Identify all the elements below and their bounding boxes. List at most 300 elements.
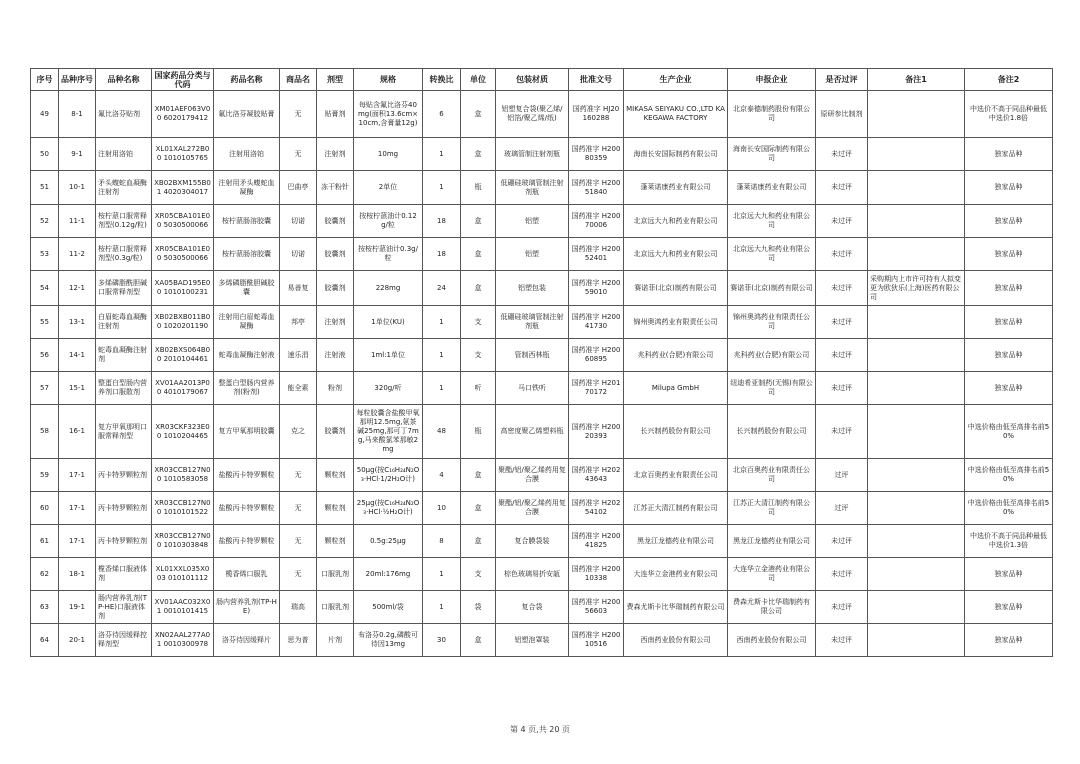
- table-cell: 15-1: [59, 372, 96, 405]
- table-cell: 未过评: [816, 624, 868, 657]
- table-cell: 多烯磷脂酰胆碱胶囊: [214, 271, 280, 306]
- table-cell: 未过评: [816, 138, 868, 171]
- table-cell: 过评: [816, 492, 868, 525]
- table-cell: 颗粒剂: [317, 525, 354, 558]
- table-cell: 国药准字 H20041730: [569, 306, 624, 339]
- table-cell: 盒: [461, 91, 496, 138]
- table-cell: [868, 591, 965, 624]
- table-cell: 1: [423, 138, 461, 171]
- table-cell: 丙卡特罗颗粒剂: [96, 525, 152, 558]
- table-cell: 冻干粉针: [317, 171, 354, 205]
- table-cell: 注射用矛头蝮蛇血凝酶: [214, 171, 280, 205]
- table-cell: 切诺: [280, 238, 317, 271]
- table-cell: 按桉柠蒎油计0.3g/粒: [354, 238, 423, 271]
- table-row: [31, 339, 1053, 372]
- table-cell: 胶囊剂: [317, 205, 354, 238]
- table-cell: 中选价格由低至高排名前50%: [965, 459, 1053, 492]
- table-cell: 1单位(KU): [354, 306, 423, 339]
- table-cell: 63: [31, 591, 59, 624]
- table-cell: 盐酸丙卡特罗颗粒: [214, 525, 280, 558]
- table-cell: 北京泰德制药股份有限公司: [728, 91, 816, 138]
- table-cell: 克之: [280, 405, 317, 459]
- table-cell: 聚酯/铝/聚乙烯药用复合膜: [496, 492, 569, 525]
- table-cell: 支: [461, 339, 496, 372]
- table-cell: 费森尤斯卡比华瑞制药有限公司: [624, 591, 728, 624]
- table-cell: 无: [280, 492, 317, 525]
- table-cell: 桉柠蒎肠溶胶囊: [214, 238, 280, 271]
- table-cell: 59: [31, 459, 59, 492]
- table-cell: [868, 624, 965, 657]
- table-cell: XN02AAL277A01 0010300978: [152, 624, 214, 657]
- table-cell: 24: [423, 271, 461, 306]
- column-header: 国家药品分类与代码: [152, 69, 214, 91]
- table-cell: 玻璃管制注射剂瓶: [496, 138, 569, 171]
- table-cell: 未过评: [816, 238, 868, 271]
- table-cell: 铝塑包装: [496, 271, 569, 306]
- table-cell: 布洛芬0.2g,磷酸可待因13mg: [354, 624, 423, 657]
- table-cell: 丙卡特罗颗粒剂: [96, 492, 152, 525]
- table-cell: 11-2: [59, 238, 96, 271]
- table-cell: 500ml/袋: [354, 591, 423, 624]
- table-cell: 海南长安国际制药有限公司: [728, 138, 816, 171]
- table-cell: 兆科药业(合肥)有限公司: [624, 339, 728, 372]
- table-cell: 铝塑: [496, 238, 569, 271]
- table-cell: 整蛋白型肠内营养剂口服散剂: [96, 372, 152, 405]
- table-cell: 国药准字 H20041825: [569, 525, 624, 558]
- table-row: [31, 492, 1053, 525]
- table-cell: 未过评: [816, 306, 868, 339]
- table-cell: 整蛋白型肠内营养剂(粉剂): [214, 372, 280, 405]
- table-cell: 黑龙江龙德药业有限公司: [624, 525, 728, 558]
- table-cell: 思为普: [280, 624, 317, 657]
- table-cell: 赛诺菲(北京)制药有限公司: [624, 271, 728, 306]
- table-cell: 按桉柠蒎油计0.12g/粒: [354, 205, 423, 238]
- table-cell: 25μg(按C₁₆H₂₄N₂O₃·HCl·½H₂O计): [354, 492, 423, 525]
- table-row: [31, 138, 1053, 171]
- table-cell: 肠内营养乳剂(TP-HE): [214, 591, 280, 624]
- table-cell: XR05CBA101E00 5030500066: [152, 238, 214, 271]
- column-header: 是否过评: [816, 69, 868, 91]
- table-cell: 费森尤斯卡比华瑞制药有限公司: [728, 591, 816, 624]
- table-cell: 复合膜袋装: [496, 525, 569, 558]
- table-cell: 10mg: [354, 138, 423, 171]
- table-cell: 盒: [461, 459, 496, 492]
- column-header: 规格: [354, 69, 423, 91]
- table-cell: 独家品种: [965, 306, 1053, 339]
- table-cell: MIKASA SEIYAKU CO.,LTD KAKEGAWA FACTORY: [624, 91, 728, 138]
- table-cell: 管制西林瓶: [496, 339, 569, 372]
- table-cell: Milupa GmbH: [624, 372, 728, 405]
- table-cell: 53: [31, 238, 59, 271]
- table-cell: 西南药业股份有限公司: [728, 624, 816, 657]
- table-cell: 228mg: [354, 271, 423, 306]
- table-cell: 中选价不高于同品种最低中选价1.3倍: [965, 525, 1053, 558]
- table-cell: 锦州奥鸿药业有限责任公司: [728, 306, 816, 339]
- table-cell: 1: [423, 171, 461, 205]
- table-cell: 未过评: [816, 339, 868, 372]
- table-cell: 17-1: [59, 492, 96, 525]
- table-cell: 11-1: [59, 205, 96, 238]
- table-cell: [868, 339, 965, 372]
- table-cell: 复方甲氧那明胶囊: [214, 405, 280, 459]
- table-cell: 原研参比制剂: [816, 91, 868, 138]
- table-cell: 8-1: [59, 91, 96, 138]
- table-cell: 18-1: [59, 558, 96, 591]
- table-cell: 洛芬待因缓释控释剂型: [96, 624, 152, 657]
- table-cell: 丙卡特罗颗粒剂: [96, 459, 152, 492]
- table-cell: 每贴含氟比洛芬40mg(面积13.6cm×10cm,含膏量12g): [354, 91, 423, 138]
- table-cell: 低硼硅玻璃管制注射剂瓶: [496, 171, 569, 205]
- table-cell: 盐酸丙卡特罗颗粒: [214, 492, 280, 525]
- table-cell: 洛芬待因缓释片: [214, 624, 280, 657]
- table-cell: 50: [31, 138, 59, 171]
- table-row: [31, 624, 1053, 657]
- table-cell: XR03CKF323E00 1010204465: [152, 405, 214, 459]
- table-cell: 盒: [461, 271, 496, 306]
- table-cell: 盒: [461, 525, 496, 558]
- table-cell: 盒: [461, 138, 496, 171]
- table-cell: 注射液: [317, 339, 354, 372]
- table-cell: 瓶: [461, 171, 496, 205]
- table-cell: 1: [423, 372, 461, 405]
- column-header: 包装材质: [496, 69, 569, 91]
- table-cell: 独家品种: [965, 624, 1053, 657]
- table-cell: 中选价格由低至高排名前50%: [965, 405, 1053, 459]
- table-cell: 纽迪希亚制药(无锡)有限公司: [728, 372, 816, 405]
- column-header: 商品名: [280, 69, 317, 91]
- table-cell: 聚酯/铝/聚乙烯药用复合膜: [496, 459, 569, 492]
- table-cell: 蓬莱诺康药业有限公司: [728, 171, 816, 205]
- table-cell: XR03CCB127N00 1010303848: [152, 525, 214, 558]
- table-cell: 1: [423, 339, 461, 372]
- table-cell: 0.5g:25μg: [354, 525, 423, 558]
- table-cell: 55: [31, 306, 59, 339]
- table-row: [31, 525, 1053, 558]
- table-cell: 独家品种: [965, 138, 1053, 171]
- table-cell: 氟比洛芬贴剂: [96, 91, 152, 138]
- table-cell: 听: [461, 372, 496, 405]
- table-cell: 邦亭: [280, 306, 317, 339]
- table-cell: 独家品种: [965, 171, 1053, 205]
- table-cell: [868, 306, 965, 339]
- table-cell: 国药准字 H20056603: [569, 591, 624, 624]
- table-row: [31, 459, 1053, 492]
- table-cell: [868, 372, 965, 405]
- table-cell: 无: [280, 525, 317, 558]
- table-cell: 51: [31, 171, 59, 205]
- table-cell: 盒: [461, 624, 496, 657]
- table-cell: 颗粒剂: [317, 459, 354, 492]
- table-cell: 独家品种: [965, 271, 1053, 306]
- table-cell: 大连华立金港药业有限公司: [624, 558, 728, 591]
- table-cell: [868, 459, 965, 492]
- table-cell: XR05CBA101E00 5030500066: [152, 205, 214, 238]
- table-row: [31, 558, 1053, 591]
- table-cell: XB02BXM155B01 4020304017: [152, 171, 214, 205]
- table-cell: 蓬莱诺康药业有限公司: [624, 171, 728, 205]
- table-cell: 独家品种: [965, 205, 1053, 238]
- table-cell: 17-1: [59, 525, 96, 558]
- table-cell: 2单位: [354, 171, 423, 205]
- table-cell: 14-1: [59, 339, 96, 372]
- column-header: 生产企业: [624, 69, 728, 91]
- table-cell: 大连华立金港药业有限公司: [728, 558, 816, 591]
- table-cell: 独家品种: [965, 339, 1053, 372]
- table-cell: 马口铁听: [496, 372, 569, 405]
- table-cell: 胶囊剂: [317, 238, 354, 271]
- table-cell: 16-1: [59, 405, 96, 459]
- table-cell: 60: [31, 492, 59, 525]
- table-cell: 10-1: [59, 171, 96, 205]
- table-cell: 54: [31, 271, 59, 306]
- table-cell: 未过评: [816, 205, 868, 238]
- table-cell: 北京远大九和药业有限公司: [624, 238, 728, 271]
- column-header: 备注2: [965, 69, 1053, 91]
- table-cell: 国药准字 H20059010: [569, 271, 624, 306]
- table-cell: 12-1: [59, 271, 96, 306]
- table-cell: 江苏正大清江制药有限公司: [728, 492, 816, 525]
- table-cell: 贴膏剂: [317, 91, 354, 138]
- table-cell: 未过评: [816, 372, 868, 405]
- table-cell: [868, 525, 965, 558]
- table-row: [31, 91, 1053, 138]
- table-cell: 复方甲氧那明口服常释剂型: [96, 405, 152, 459]
- table-cell: 50μg(按C₁₆H₂₄N₂O₃·HCl·1/2H₂O计): [354, 459, 423, 492]
- table-cell: 高密度聚乙烯塑料瓶: [496, 405, 569, 459]
- table-cell: 20ml:176mg: [354, 558, 423, 591]
- table-cell: 国药准字 H20070006: [569, 205, 624, 238]
- table-cell: 56: [31, 339, 59, 372]
- page-footer: 第 4 页,共 20 页: [510, 725, 570, 734]
- table-cell: 桉柠蒎口服常释剂型(0.12g/粒): [96, 205, 152, 238]
- table-cell: XB02BXB011B00 1020201190: [152, 306, 214, 339]
- table-cell: 盒: [461, 238, 496, 271]
- table-cell: 赛诺菲(北京)制药有限公司: [728, 271, 816, 306]
- table-row: [31, 372, 1053, 405]
- table-cell: 北京远大九和药业有限公司: [728, 205, 816, 238]
- table-cell: 国药准字 H20254102: [569, 492, 624, 525]
- table-cell: 19-1: [59, 591, 96, 624]
- table-cell: 桉柠蒎口服常释剂型(0.3g/粒): [96, 238, 152, 271]
- table-cell: 注射剂: [317, 138, 354, 171]
- table-cell: 蛇毒血凝酶注射剂: [96, 339, 152, 372]
- column-header: 品种名称: [96, 69, 152, 91]
- table-row: [31, 205, 1053, 238]
- table-cell: 未过评: [816, 271, 868, 306]
- table-cell: 蛇毒血凝酶注射液: [214, 339, 280, 372]
- table-cell: 北京百奥药业有限责任公司: [624, 459, 728, 492]
- table-cell: XB02BXS064B00 2010104461: [152, 339, 214, 372]
- table-row: [31, 591, 1053, 624]
- table-cell: XL01XXL035X003 010101112: [152, 558, 214, 591]
- table-cell: 独家品种: [965, 372, 1053, 405]
- table-row: [31, 405, 1053, 459]
- table-cell: XR03CCB127N00 1010583058: [152, 459, 214, 492]
- table-cell: 未过评: [816, 525, 868, 558]
- column-header: 申报企业: [728, 69, 816, 91]
- column-header: 备注1: [868, 69, 965, 91]
- table-cell: 瓶: [461, 405, 496, 459]
- table-cell: 矛头蝮蛇血凝酶注射剂: [96, 171, 152, 205]
- table-cell: 切诺: [280, 205, 317, 238]
- table-cell: 锦州奥鸿药业有限责任公司: [624, 306, 728, 339]
- table-cell: 国药准字 H20052401: [569, 238, 624, 271]
- table-cell: 注射用洛铂: [214, 138, 280, 171]
- table-cell: 320g/听: [354, 372, 423, 405]
- table-cell: [868, 405, 965, 459]
- table-row: [31, 171, 1053, 205]
- table-cell: [868, 138, 965, 171]
- table-cell: 盐酸丙卡特罗颗粒: [214, 459, 280, 492]
- table-cell: 未过评: [816, 591, 868, 624]
- table-cell: 52: [31, 205, 59, 238]
- table-cell: 粉剂: [317, 372, 354, 405]
- table-cell: XL01XAL272B00 1010105765: [152, 138, 214, 171]
- table-cell: 独家品种: [965, 558, 1053, 591]
- table-cell: 62: [31, 558, 59, 591]
- table-cell: 黑龙江龙德药业有限公司: [728, 525, 816, 558]
- table-cell: 未过评: [816, 171, 868, 205]
- table-cell: 白眉蛇毒血凝酶注射剂: [96, 306, 152, 339]
- table-cell: 肠内营养乳剂(TP-HE)口服液体剂: [96, 591, 152, 624]
- table-row: [31, 306, 1053, 339]
- table-cell: 西南药业股份有限公司: [624, 624, 728, 657]
- table-cell: 国药准字 HJ20160288: [569, 91, 624, 138]
- table-cell: 口服乳剂: [317, 558, 354, 591]
- table-cell: 每粒胶囊含盐酸甲氧那明12.5mg,氨茶碱25mg,那可丁7mg,马来酸氯苯那敏2mg: [354, 405, 423, 459]
- table-cell: 长兴制药股份有限公司: [728, 405, 816, 459]
- table-cell: 10: [423, 492, 461, 525]
- table-cell: 支: [461, 306, 496, 339]
- column-header: 品种序号: [59, 69, 96, 91]
- table-cell: XR03CCB127N00 1010101522: [152, 492, 214, 525]
- table-cell: 片剂: [317, 624, 354, 657]
- table-cell: 18: [423, 205, 461, 238]
- table-cell: 支: [461, 558, 496, 591]
- table-cell: 未过评: [816, 405, 868, 459]
- drug-list-table: [30, 68, 1053, 657]
- table-cell: XV01AA2013P00 4010179067: [152, 372, 214, 405]
- table-cell: [868, 171, 965, 205]
- table-cell: 无: [280, 91, 317, 138]
- table-cell: 中选价格由低至高排名前50%: [965, 492, 1053, 525]
- table-cell: 瑞高: [280, 591, 317, 624]
- table-cell: [868, 91, 965, 138]
- table-header-row: [31, 69, 1053, 91]
- table-cell: 1: [423, 558, 461, 591]
- table-cell: 兆科药业(合肥)有限公司: [728, 339, 816, 372]
- table-cell: 6: [423, 91, 461, 138]
- table-cell: 低硼硅玻璃管制注射剂瓶: [496, 306, 569, 339]
- table-cell: 18: [423, 238, 461, 271]
- table-cell: 13-1: [59, 306, 96, 339]
- table-row: [31, 238, 1053, 271]
- table-cell: 独家品种: [965, 238, 1053, 271]
- table-cell: 4: [423, 459, 461, 492]
- column-header: 剂型: [317, 69, 354, 91]
- table-cell: 榄香烯口服乳: [214, 558, 280, 591]
- table-cell: 颗粒剂: [317, 492, 354, 525]
- table-cell: 海南长安国际制药有限公司: [624, 138, 728, 171]
- table-cell: 9-1: [59, 138, 96, 171]
- table-cell: 采购期内上市许可持有人拟变更为欧狄乐(上海)医药有限公司: [868, 271, 965, 306]
- table-cell: 独家品种: [965, 591, 1053, 624]
- table-cell: 64: [31, 624, 59, 657]
- table-cell: 胶囊剂: [317, 405, 354, 459]
- table-cell: [868, 492, 965, 525]
- table-cell: XV01AAC032X01 0010101415: [152, 591, 214, 624]
- column-header: 序号: [31, 69, 59, 91]
- table-cell: 17-1: [59, 459, 96, 492]
- table-cell: 48: [423, 405, 461, 459]
- table-cell: 氟比洛芬凝胶贴膏: [214, 91, 280, 138]
- table-cell: 盒: [461, 492, 496, 525]
- table-cell: 盒: [461, 205, 496, 238]
- table-cell: 49: [31, 91, 59, 138]
- table-cell: 注射剂: [317, 306, 354, 339]
- table-cell: [868, 238, 965, 271]
- table-cell: 国药准字 H20060895: [569, 339, 624, 372]
- table-cell: 口服乳剂: [317, 591, 354, 624]
- table-cell: 铝塑: [496, 205, 569, 238]
- table-cell: 铝塑复合袋(聚乙烯/铝箔/聚乙烯/纸): [496, 91, 569, 138]
- table-cell: 巴曲亭: [280, 171, 317, 205]
- table-cell: 国药准字 H20243643: [569, 459, 624, 492]
- column-header: 转换比: [423, 69, 461, 91]
- table-cell: 中选价不高于同品种最低中选价1.8倍: [965, 91, 1053, 138]
- table-cell: 复合袋: [496, 591, 569, 624]
- column-header: 药品名称: [214, 69, 280, 91]
- table-cell: 长兴制药股份有限公司: [624, 405, 728, 459]
- table-cell: 袋: [461, 591, 496, 624]
- table-cell: 胶囊剂: [317, 271, 354, 306]
- table-cell: 国药准字 H20080359: [569, 138, 624, 171]
- table-cell: 桉柠蒎肠溶胶囊: [214, 205, 280, 238]
- table-cell: 北京远大九和药业有限公司: [624, 205, 728, 238]
- table-cell: 61: [31, 525, 59, 558]
- table-cell: 速乐涓: [280, 339, 317, 372]
- table-cell: 57: [31, 372, 59, 405]
- table-cell: 20-1: [59, 624, 96, 657]
- table-cell: 8: [423, 525, 461, 558]
- table-cell: 无: [280, 459, 317, 492]
- table-cell: 国药准字 H20010338: [569, 558, 624, 591]
- table-cell: 1: [423, 306, 461, 339]
- table-cell: 北京百奥药业有限责任公司: [728, 459, 816, 492]
- table-cell: 1ml:1单位: [354, 339, 423, 372]
- table-cell: 注射用白眉蛇毒血凝酶: [214, 306, 280, 339]
- table-cell: 国药准字 H20010516: [569, 624, 624, 657]
- table-cell: XA05BAD195E00 1010100231: [152, 271, 214, 306]
- table-cell: 无: [280, 558, 317, 591]
- column-header: 批准文号: [569, 69, 624, 91]
- table-cell: 国药准字 H20170172: [569, 372, 624, 405]
- table-cell: 能全素: [280, 372, 317, 405]
- table-cell: 江苏正大清江制药有限公司: [624, 492, 728, 525]
- table-cell: [868, 558, 965, 591]
- table-cell: 1: [423, 591, 461, 624]
- table-cell: 过评: [816, 459, 868, 492]
- table-row: [31, 271, 1053, 306]
- table-cell: 无: [280, 138, 317, 171]
- table-cell: 国药准字 H20020393: [569, 405, 624, 459]
- table-cell: 易善复: [280, 271, 317, 306]
- table-cell: 注射用洛铂: [96, 138, 152, 171]
- table-cell: [868, 205, 965, 238]
- table-cell: 58: [31, 405, 59, 459]
- table-cell: 铝塑泡罩装: [496, 624, 569, 657]
- table-cell: 棕色玻璃易折安瓿: [496, 558, 569, 591]
